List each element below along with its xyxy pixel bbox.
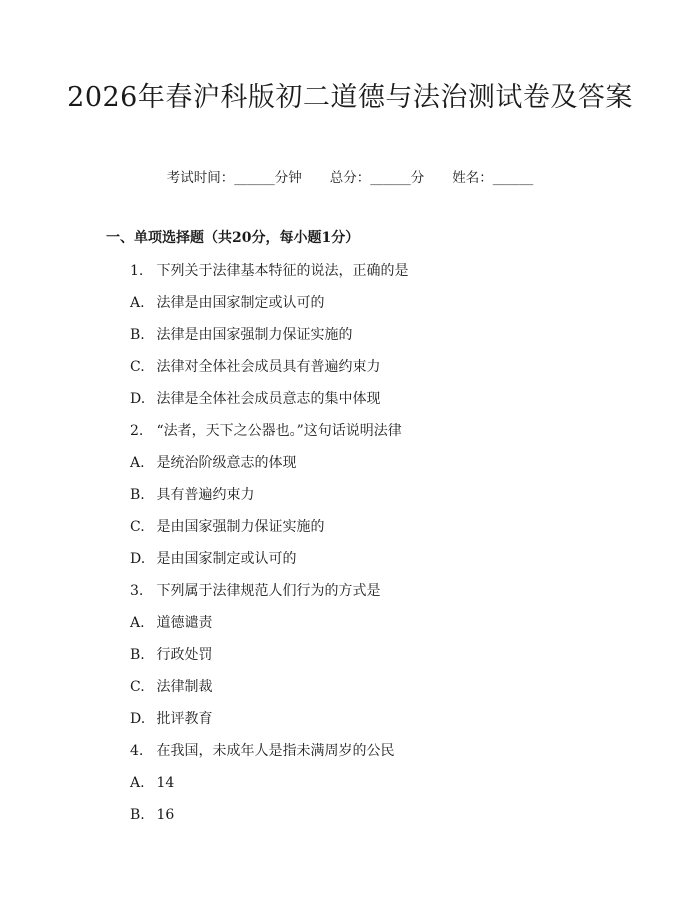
option-text: 道德谴责 bbox=[156, 615, 213, 631]
option-text: 法律制裁 bbox=[156, 679, 213, 695]
answer-option bbox=[130, 325, 408, 357]
section-title-single-choice: 一、单项选择题（共20分，每小题1分） bbox=[106, 230, 360, 246]
option-letter: C. bbox=[130, 519, 145, 535]
page-title: 2026年春沪科版初二道德与法治测试卷及答案 bbox=[67, 82, 633, 113]
option-text: 16 bbox=[156, 807, 175, 823]
answer-option bbox=[130, 805, 408, 837]
answer-option bbox=[130, 709, 408, 741]
item-text: 下列关于法律基本特征的说法，正确的是 bbox=[156, 263, 409, 279]
question-item bbox=[130, 421, 408, 453]
option-letter: C. bbox=[130, 679, 145, 695]
answer-option bbox=[130, 677, 408, 709]
option-text: 是由国家强制力保证实施的 bbox=[156, 519, 325, 535]
item-number: 4. bbox=[130, 743, 144, 759]
option-letter: A. bbox=[130, 775, 145, 791]
option-text: 是由国家制定或认可的 bbox=[156, 551, 297, 567]
item-text: 下列属于法律规范人们行为的方式是 bbox=[156, 583, 381, 599]
answer-option bbox=[130, 293, 408, 325]
exam-info-line bbox=[0, 168, 700, 188]
option-text: 法律是由国家制定或认可的 bbox=[156, 295, 325, 311]
answer-option bbox=[130, 645, 408, 677]
item-number: 2. bbox=[130, 423, 144, 439]
option-text: 批评教育 bbox=[156, 711, 213, 727]
student-name-field: 姓名：______ bbox=[452, 170, 534, 186]
answer-option bbox=[130, 453, 408, 485]
option-letter: B. bbox=[130, 327, 145, 343]
total-score-field: 总分：______分 bbox=[329, 170, 425, 186]
option-text: 行政处罚 bbox=[156, 647, 213, 663]
answer-option bbox=[130, 389, 408, 421]
option-text: 是统治阶级意志的体现 bbox=[156, 455, 297, 471]
item-number: 3. bbox=[130, 583, 144, 599]
question-item bbox=[130, 261, 408, 293]
answer-option bbox=[130, 485, 408, 517]
option-letter: B. bbox=[130, 487, 145, 503]
option-letter: A. bbox=[130, 615, 145, 631]
option-text: 法律对全体社会成员具有普遍约束力 bbox=[156, 359, 381, 375]
option-letter: D. bbox=[130, 711, 146, 727]
option-letter: D. bbox=[130, 391, 146, 407]
answer-option bbox=[130, 517, 408, 549]
option-letter: B. bbox=[130, 807, 145, 823]
answer-option bbox=[130, 549, 408, 581]
option-text: 14 bbox=[156, 775, 175, 791]
answer-option bbox=[130, 357, 408, 389]
question-item bbox=[130, 741, 408, 773]
question-item bbox=[130, 581, 408, 613]
item-text: 在我国，未成年人是指未满周岁的公民 bbox=[156, 743, 395, 759]
option-letter: A. bbox=[130, 295, 145, 311]
option-letter: A. bbox=[130, 455, 145, 471]
option-text: 法律是全体社会成员意志的集中体现 bbox=[156, 391, 381, 407]
option-text: 具有普遍约束力 bbox=[156, 487, 255, 503]
item-text: “法者，天下之公器也。”这句话说明法律 bbox=[156, 423, 402, 439]
exam-time-field: 考试时间：______分钟 bbox=[166, 170, 302, 186]
option-letter: C. bbox=[130, 359, 145, 375]
option-letter: B. bbox=[130, 647, 145, 663]
option-text: 法律是由国家强制力保证实施的 bbox=[156, 327, 353, 343]
item-number: 1. bbox=[130, 263, 144, 279]
option-letter: D. bbox=[130, 551, 146, 567]
question-list bbox=[130, 261, 408, 837]
answer-option bbox=[130, 613, 408, 645]
answer-option bbox=[130, 773, 408, 805]
